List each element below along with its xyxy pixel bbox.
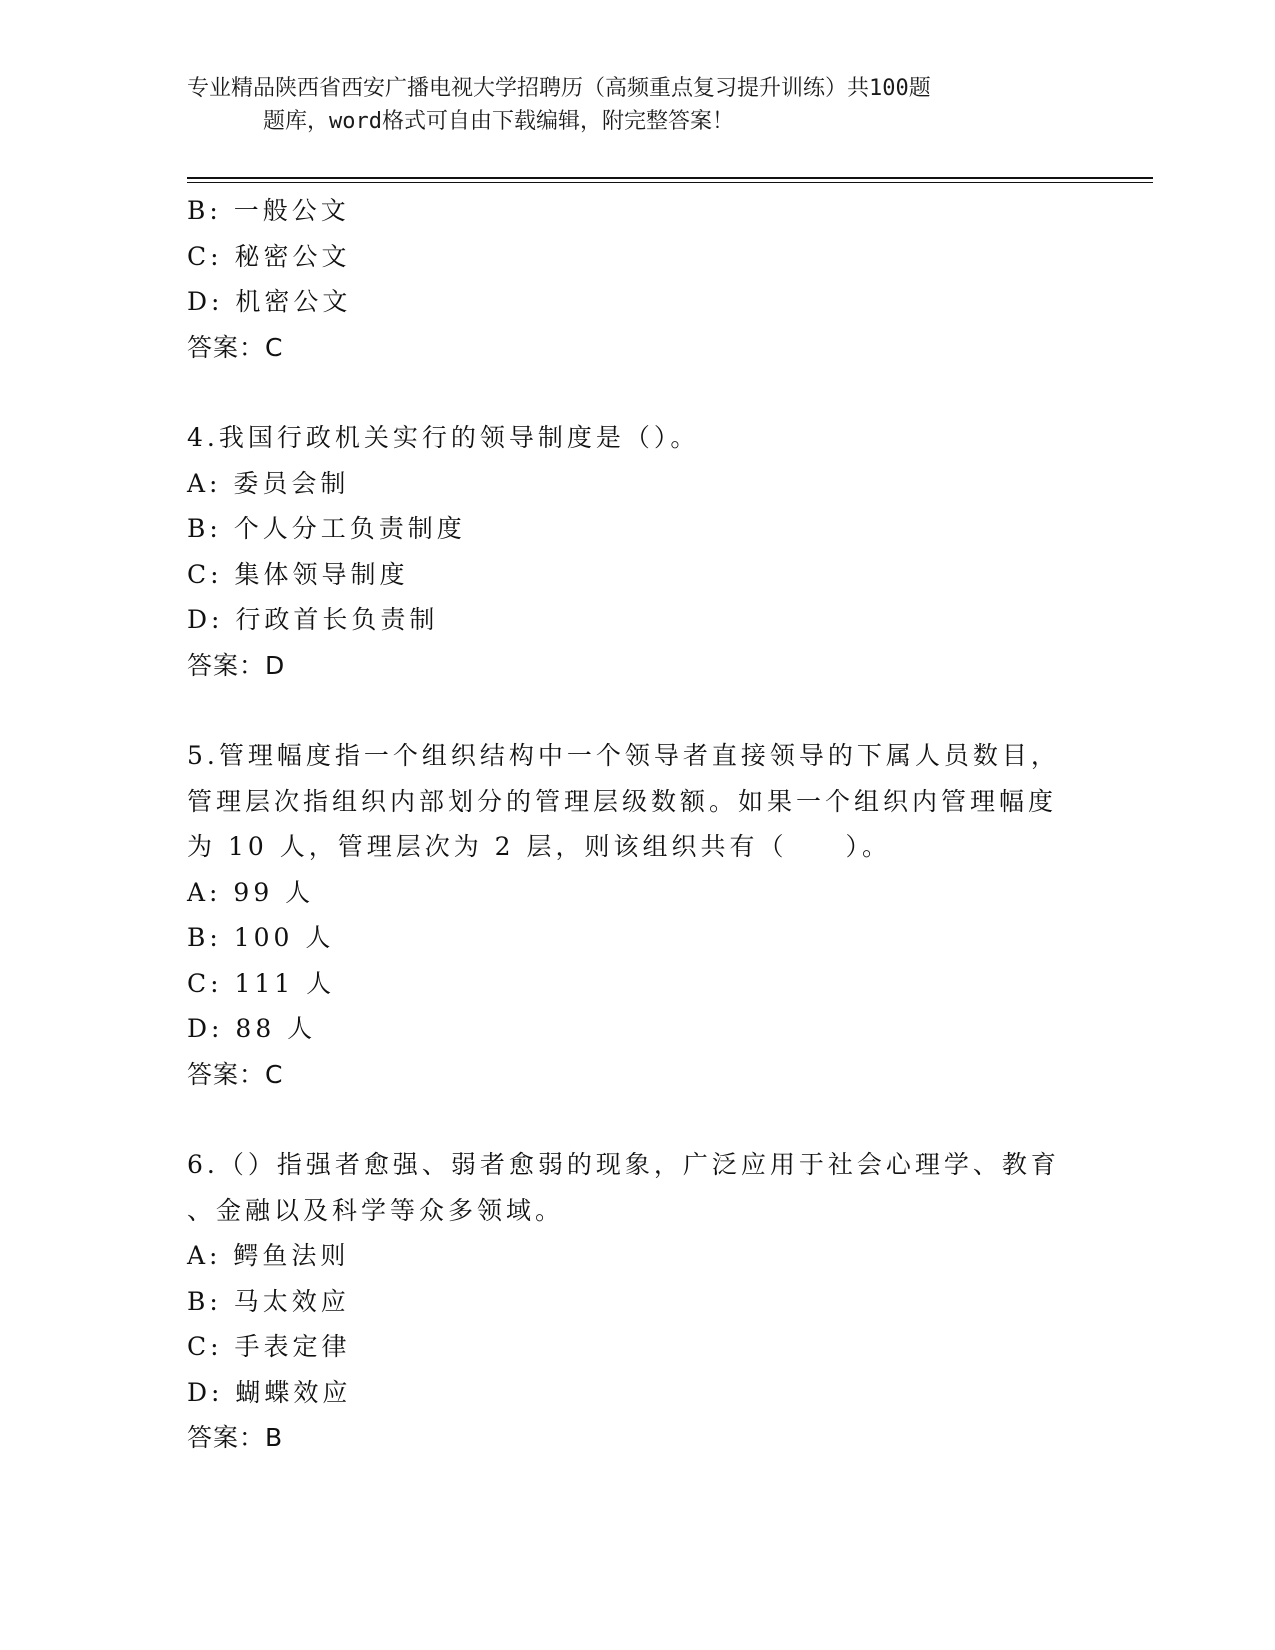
q6-option-c: C: 手表定律	[187, 1332, 351, 1361]
q5-option-a: A: 99 人	[187, 877, 315, 907]
q3-option-c: C: 秘密公文	[187, 241, 351, 271]
header-title-line1: 专业精品陕西省西安广播电视大学招聘历（高频重点复习提升训练）共100题	[187, 76, 931, 101]
q6-answer: 答案：B	[187, 1423, 284, 1452]
q3-answer: 答案：C	[187, 332, 284, 362]
question-3-block	[187, 188, 1087, 370]
q5-option-c: C: 111 人	[187, 968, 336, 998]
document-header	[187, 72, 1047, 138]
question-6-block	[187, 1142, 1087, 1461]
q4-answer: 答案：D	[187, 650, 286, 680]
q4-option-a: A: 委员会制	[187, 468, 350, 498]
q3-option-b: B: 一般公文	[187, 196, 350, 225]
q6-question-line1: 6.（）指强者愈强、弱者愈弱的现象，广泛应用于社会心理学、教育	[187, 1150, 1060, 1179]
q4-option-d: D: 行政首长负责制	[187, 605, 439, 634]
q4-option-c: C: 集体领导制度	[187, 559, 409, 589]
q5-option-d: D: 88 人	[187, 1014, 317, 1043]
q4-option-b: B: 个人分工负责制度	[187, 514, 466, 543]
question-4-block	[187, 415, 1087, 688]
question-list	[187, 188, 1087, 1461]
spacer	[187, 370, 1087, 415]
q6-option-a: A: 鳄鱼法则	[187, 1241, 350, 1270]
q5-question-line3: 为 10 人，管理层次为 2 层，则该组织共有（ ）。	[187, 832, 892, 861]
header-title-line2: 题库，word格式可自由下载编辑，附完整答案！	[263, 109, 734, 134]
q5-question-line1: 5.管理幅度指一个组织结构中一个领导者直接领导的下属人员数目，	[187, 741, 1060, 770]
spacer	[187, 1097, 1087, 1142]
q4-question: 4.我国行政机关实行的领导制度是（）。	[187, 423, 700, 452]
header-divider-thin	[187, 182, 1153, 183]
q6-option-b: B: 马太效应	[187, 1286, 350, 1316]
spacer	[187, 688, 1087, 733]
q6-question-line2: 、金融以及科学等众多领域。	[187, 1195, 565, 1225]
question-5-block	[187, 733, 1087, 1097]
header-divider-thick	[187, 177, 1153, 179]
q3-option-d: D: 机密公文	[187, 287, 352, 316]
q5-question-line2: 管理层次指组织内部划分的管理层级数额。如果一个组织内管理幅度	[187, 786, 1058, 816]
q6-option-d: D: 蝴蝶效应	[187, 1377, 352, 1407]
q5-answer: 答案：C	[187, 1059, 284, 1089]
q5-option-b: B: 100 人	[187, 923, 335, 952]
